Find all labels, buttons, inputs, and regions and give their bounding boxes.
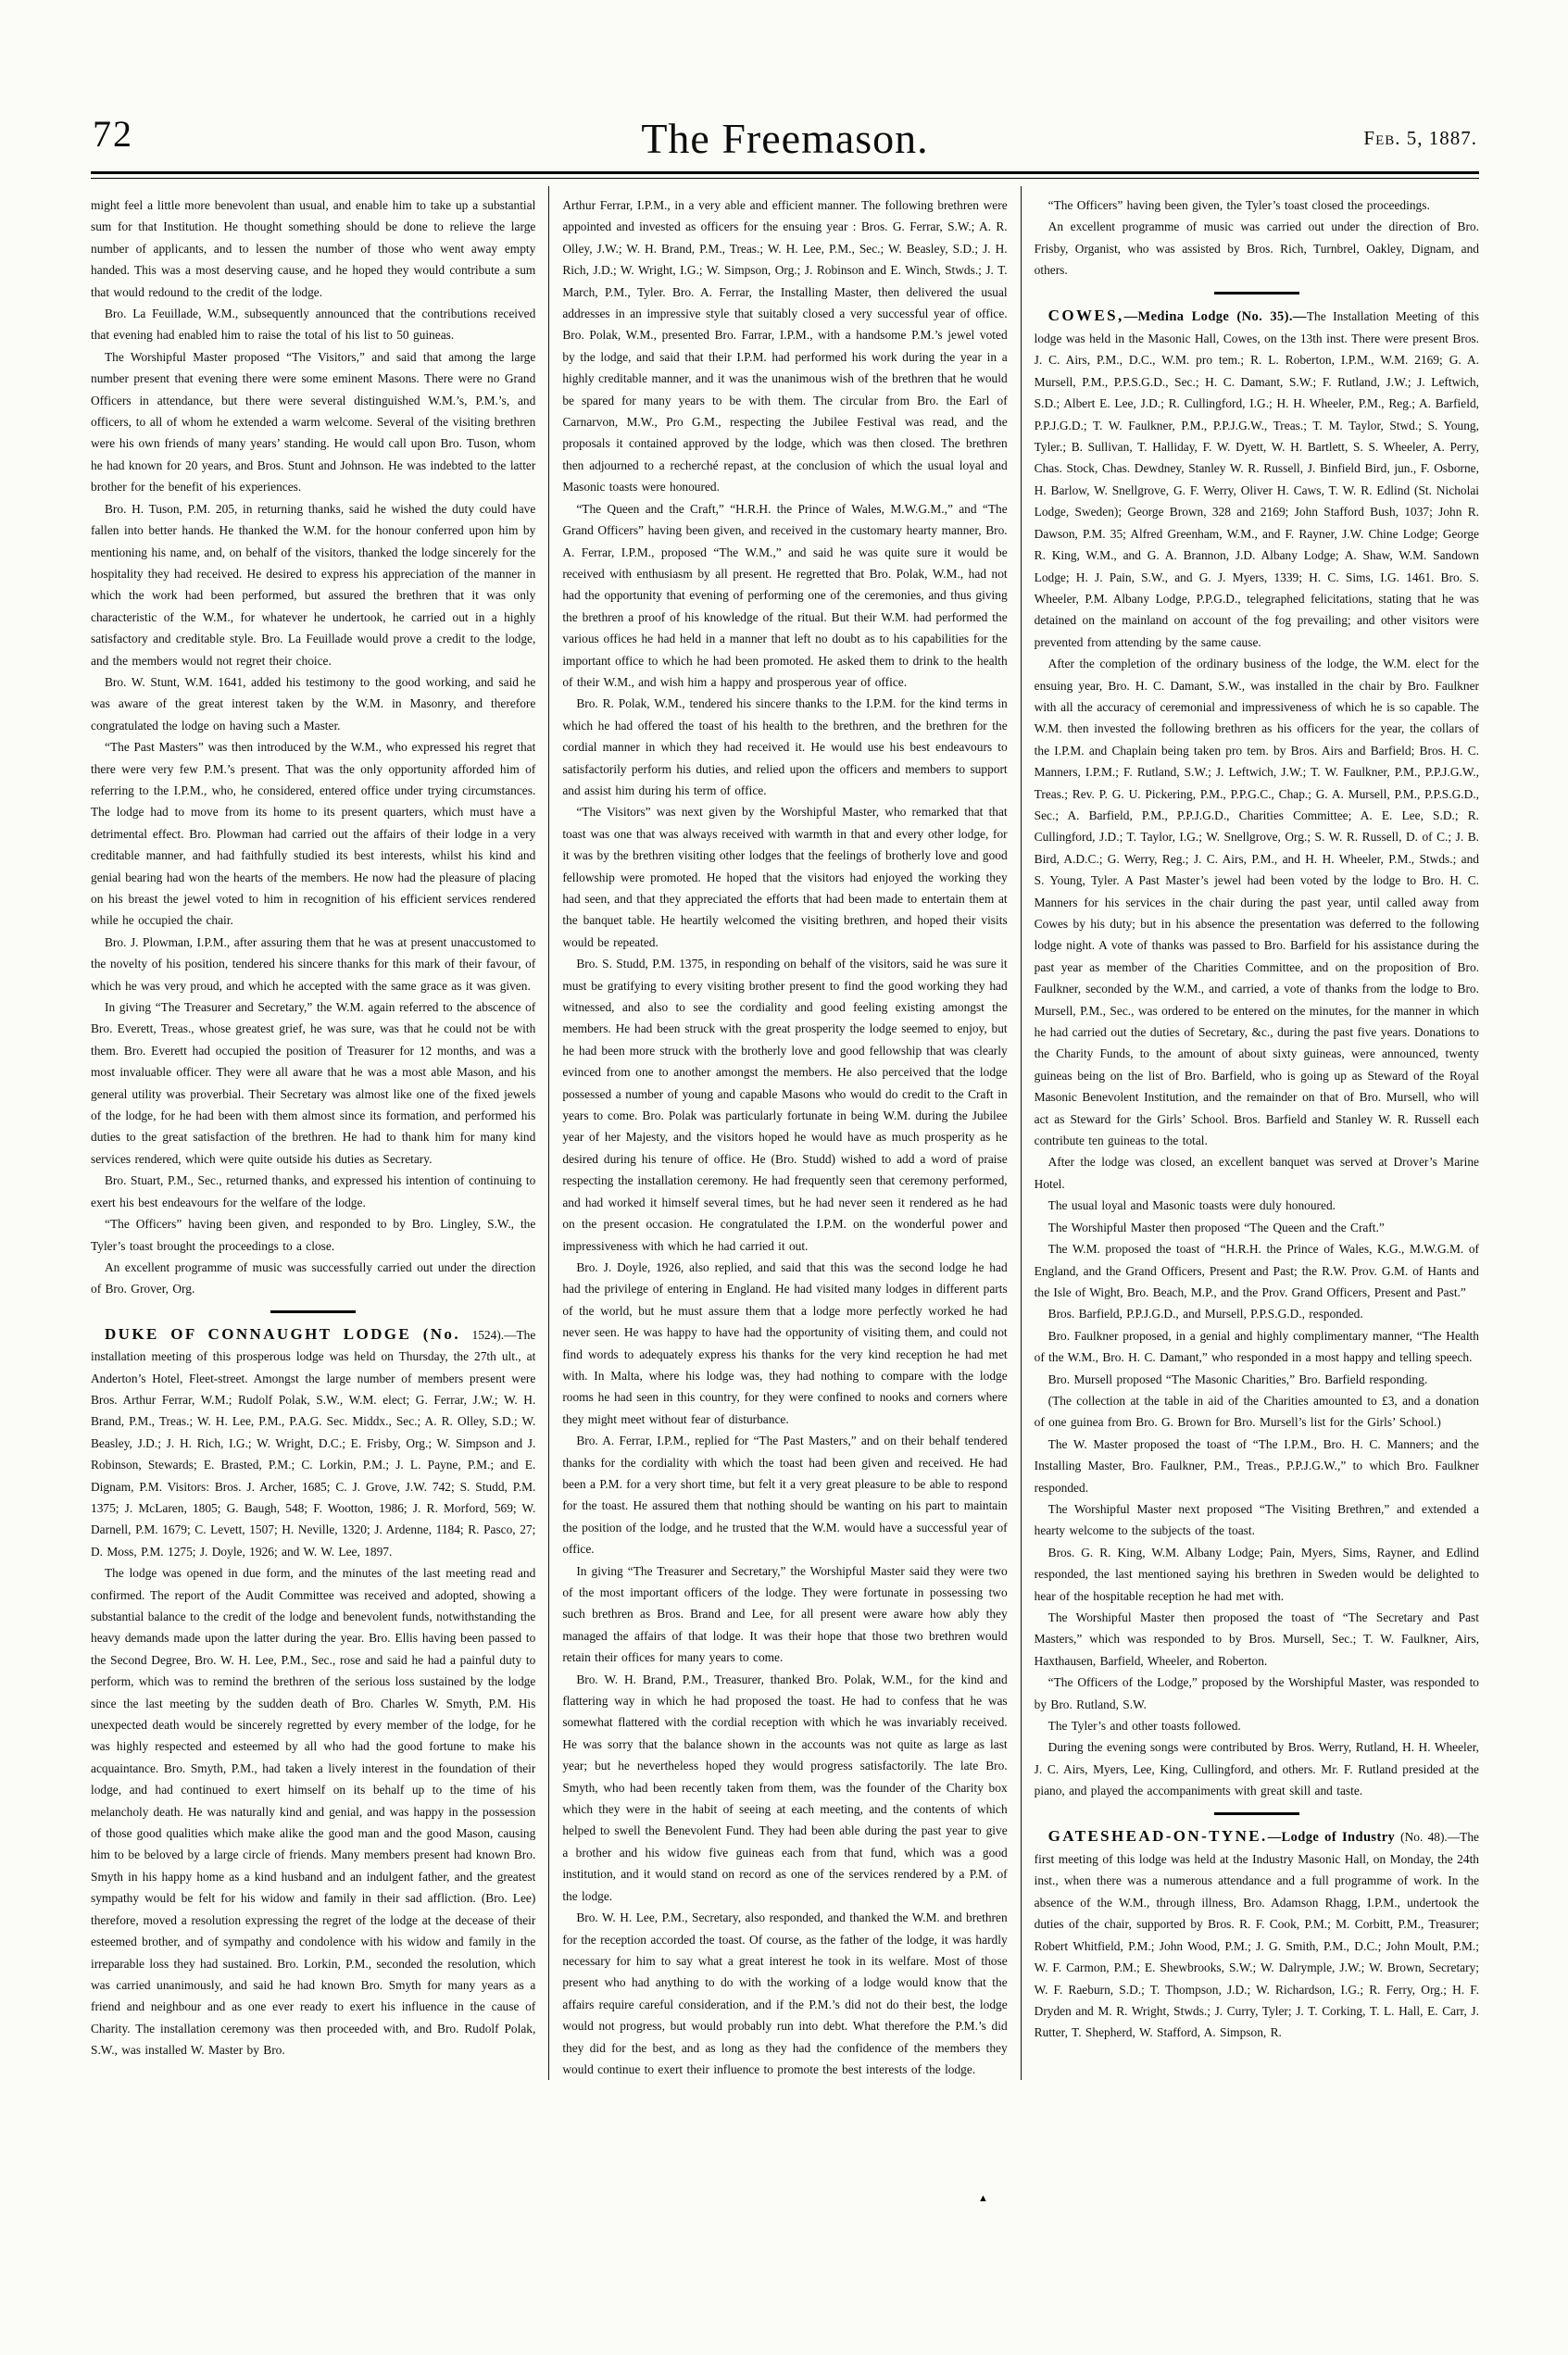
- paragraph: Bros. G. R. King, W.M. Albany Lodge; Pain, Myers, Sims, Rayner, and Edlind responded, the last mentioned saying his brethren in Sweden would be delighted to hear of the hospitable reception he had met with.: [1034, 1545, 1479, 1603]
- paragraph: The W. Master proposed the toast of “The I.P.M., Bro. H. C. Manners; and the Installing Master, Bro. Faulkner, P.M., Treas., P.P.J.G.W.,” to which Bro. Faulkner responded.: [1034, 1436, 1479, 1495]
- paragraph: The Tyler’s and other toasts followed.: [1047, 1719, 1241, 1734]
- paragraph: (The collection at the table in aid of the Charities amounted to £3, and a donation of one guinea from Bro. G. Brown for Bro. Mursell’s list for the Girls’ School.): [1034, 1393, 1479, 1430]
- article-heading: GATESHEAD-ON-TYNE.: [1047, 1826, 1268, 1845]
- paragraph: Bro. La Feuillade, W.M., subsequently announced that the contributions received that evening had enabled him to raise the total of his list to 50 guineas.: [91, 307, 536, 343]
- paragraph: “The Past Masters” was then introduced by the W.M., who expressed his regret that there were very few P.M.’s present. That was the only opportunity afforded him of referring to the I.P.M., who, he considered, entered office under trying circumstances. The lodge had to move from its home to its present quarters, which must have a detrimental effect. Bro. Plowman had carried out the affairs of their lodge in a very creditable manner, and had faithfully studied its best interests, whilst his kind and genial bearing had won the hearts of the members. He now had the pleasure of placing on his breast the jewel voted to him in recognition of his efficient services rendered while he occupied the chair.: [91, 740, 536, 928]
- section-divider-rule: [1214, 1812, 1299, 1815]
- paragraph: Bros. Barfield, P.P.J.G.D., and Mursell, P.P.S.G.D., responded.: [1047, 1307, 1363, 1322]
- paragraph: An excellent programme of music was successfully carried out under the direction of Bro. Grover, Org.: [91, 1259, 536, 1297]
- masthead: [91, 0, 1479, 163]
- paragraph: The Worshipful Master then proposed “The Queen and the Craft.”: [1047, 1220, 1385, 1234]
- paragraph: After the completion of the ordinary business of the lodge, the W.M. elect for the ensuing year, Bro. H. C. Damant, S.W., was installed in the chair by Bro. Faulkner with all the accuracy of ceremonial and impressiveness of which he is so capable. The W.M. then invested the following brethren as his officers for the year, the collars of the I.P.M. and Chaplain being taken pro tem. by Bros. Airs and Barfield; Bros. H. C. Manners, I.P.M.; F. Rutland, S.W.; J. Leftwich, J.W.; T. W. Faulkner, P.M., P.P.J.G.W., Treas.; Rev. P. G. U. Pickering, P.M., P.P.G.C., Chap.; G. A. Mursell, P.M., P.P.S.G.D., Sec.; A. Barfield, P.M., P.P.J.G.D., Charities Committee; A. E. Lee, S.D.; R. Cullingford, J.D.; T. Taylor, I.G.; W. Snellgrove, Org.; S. W. R. Russell, D. of C.; J. B. Bird, A.D.C.; G. Werry, Reg.; J. C. Airs, P.M., and H. H. Wheeler, P.M., Stwds.; and S. Young, Tyler. A Past Master’s jewel had been voted by the lodge to Bro. H. C. Manners for his services in the chair during the past year, until called away from Cowes by his duty; but in his absence the presentation was deferred to the following lodge night. A vote of thanks was passed to Bro. Barfield for his assistance during the past year as member of the Charities Committee, and on the proposition of Bro. Faulkner, seconded by the W.M., and carried, a vote of thanks from the lodge to Bro. Mursell, P.M., Sec., was ordered to be entered on the minutes, for the manner in which he had carried out the duties of Secretary, &c., during the past five years. Donations to the Charity Funds, to the amount of about sixty guineas, were announced, twenty guineas being on the list of Bro. Barfield, who is going up as Steward of the Royal Masonic Benevolent Institution, and the remainder on that of Bro. Mursell, who will act as Steward for the Girls’ School. Bros. Barfield and Stanley W. R. Russell each contribute ten guineas to the total.: [1034, 657, 1479, 1148]
- article-text: The Installation Meeting of this lodge was held in the Masonic Hall, Cowes, on the 13th inst. There were present Bros. J. C. Airs, P.M., D.C., W.M. pro tem.; R. L. Roberton, I.P.M., W.M. 2169; G. A. Mursell, P.M., P.P.S.G.D., Sec.; H. C. Damant, S.W.; F. Rutland, J.W.; J. Leftwich, S.D.; Albert E. Lee, J.D.; R. Cullingford, I.G.; H. H. Wheeler, P.M., Reg.; A. Barfield, P.P.J.G.D.; T. W. Faulkner, P.M., P.P.J.G.W., Treas.; T. M. Taylor, Stwd.; S. Young, Tyler.; B. Sullivan, T. Halliday, F. W. Dyett, W. H. Bartlett, S. S. Wheeler, A. Perry, Chas. Stock, Chas. Dewdney, Stanley W. R. Russell, J. Binfield Bird, jun., F. Osborne, H. Barlow, W. Snellgrove, G. F. Werry, Oliver H. Caws, T. W. R. Edlind (St. Nicholai Lodge, Sweden); George Brown, 328 and 2169; John Stafford Bush, 1037; John R. Dawson, P.M. 35; Alfred Greenham, W.M., and F. Rayner, J.W. Chine Lodge; George R. King, W.M., and G. A. Brannon, J.D. Albany Lodge; A. Shaw, W.M. Sandown Lodge; H. J. Pain, S.W., and G. J. Myers, 1339; H. C. Sims, I.G. 1461. Bro. S. Wheeler, P.M. Albany Lodge, P.P.G.D., telegraphed felicitations, stating that he was detained on the mainland on account of the fog prevailing; and other visitors were prevented from attending by the same cause.: [1034, 308, 1479, 649]
- masthead-title: The Freemason.: [641, 115, 929, 162]
- paragraph: The Worshipful Master next proposed “The Visiting Brethren,” and extended a hearty welcome to the subjects of the toast.: [1034, 1501, 1479, 1538]
- paragraph: In giving “The Treasurer and Secretary,” the W.M. again referred to the abscence of Bro. Everett, Treas., whose greatest grief, he was sure, was that he could not be with them. Bro. Everett had occupied the position of Treasurer for 12 months, and was a most invaluable officer. They were all aware that he was a most able Mason, and his general utility was proverbial. Their Secretary was almost like one of the fixed jewels of the lodge, for he had been with them almost since its formation, and performed his duties to the great satisfaction of the brethren. He had to thank him for many kind services rendered, which were quite outside his duties as Secretary.: [91, 1000, 536, 1166]
- column-right: [1021, 186, 1479, 2080]
- article-heading: DUKE OF CONNAUGHT LODGE (No.: [105, 1324, 472, 1343]
- paragraph: The W.M. proposed the toast of “H.R.H. the Prince of Wales, K.G., M.W.G.M. of England, and the Grand Officers, Present and Past; the R.W. Prov. G.M. of Hants and the Isle of Wight, Bro. Beach, M.P., and the Prov. Grand Officers, Present and Past.”: [1034, 1242, 1479, 1299]
- article-text: (No. 48).—The first meeting of this lodge was held at the Industry Masonic Hall, on Monday, the 24th inst., when there was a numerous attendance and a full programme of work. In the absence of the W.M., through illness, Bro. Adamson Rhagg, I.P.M., undertook the duties of the chair, supported by Bros. R. F. Cook, P.M.; M. Corbitt, P.M., Treasurer; Robert Whitfield, P.M.; John Wood, P.M.; J. G. Smith, P.M., D.C.; John Moult, P.M.; W. F. Carmon, P.M.; E. Shewbrooks, S.W.; W. Dalrymple, J.W.; W. Brown, Secretary; W. F. Raeburn, S.D.; T. Thompson, J.D.; W. Richardson, I.G.; R. Ferry, Org.; H. F. Dryden and M. R. Wright, Stwds.; J. Curry, Tyler; J. T. Corking, T. L. Hall, E. Carr, J. Rutter, T. Shepherd, W. Stafford, A. Simpson, R.: [1034, 1829, 1479, 2040]
- paragraph: Bro. J. Plowman, I.P.M., after assuring them that he was at present unaccustomed to the novelty of his position, tendered his sincere thanks for this mark of their favour, of which he was very proud, and which he accepted with the same grace as it was given.: [91, 934, 536, 993]
- paragraph: Arthur Ferrar, I.P.M., in a very able and efficient manner. The following brethren were appointed and invested as officers for the ensuing year : Bros. G. Ferrar, S.W.; A. R. Olley, J.W.; W. H. Brand, P.M., Treas.; W. H. Lee, P.M., Sec.; W. Beasley, S.D.; J. H. Rich, J.D.; W. Wright, I.G.; W. Simpson, Org.; J. Robinson and E. Winch, Stwds.; J. T. March, P.M., Tyler. Bro. A. Ferrar, the Installing Master, then delivered the usual addresses in an impressive style that suitably closed a very successful year of office. Bro. Polak, W.M., presented Bro. Farrar, I.P.M., with a handsome P.M.’s jewel voted by the lodge, and said that their I.P.M. had performed his work during the year in a highly creditable manner, and it was the unanimous wish of the brethren that he would be spared for many years to be with them. The circular from Bro. the Earl of Carnarvon, M.W., Pro G.M., respecting the Jubilee Festival was read, and the proposals it contained approved by the lodge, which was then closed. The brethren then adjourned to a recherché repast, at the conclusion of which the usual loyal and Masonic toasts were honoured.: [562, 198, 1008, 495]
- paragraph: The Worshipful Master then proposed the toast of “The Secretary and Past Masters,” which was responded to by Bros. Mursell, Sec.; T. W. Faulkner, Airs, Haxthausen, Barfield, Wheeler, and Roberton.: [1034, 1610, 1479, 1668]
- paragraph: Bro. W. H. Brand, P.M., Treasurer, thanked Bro. Polak, W.M., for the kind and flattering way in which he had proposed the toast. He had to confess that he was somewhat flattered with the cordial reception with which he was invariably received. He was sorry that the balance shown in the accounts was not quite as large as last year; but he nevertheless hoped they would progress satisfactorily. The late Bro. Smyth, who had been recently taken from them, was the founder of the Charity box which they were in the habit of seeing at each meeting, and the contents of which helped to swell the Benevolent Fund. They had been able during the past year to give a brother and his widow five guineas each from that fund, which was a good institution, and it would stand on record as one of the services rendered by a P.M. of the lodge.: [562, 1672, 1008, 1903]
- page-number: 72: [93, 113, 133, 155]
- rule-thin: [91, 178, 1479, 179]
- paragraph: The Worshipful Master proposed “The Visitors,” and said that among the large number present that evening there were some eminent Masons. There were no Grand Officers in attendance, but there were several distinguished W.M.’s, P.M.’s, and officers, to all of whom he extended a warm welcome. Several of the visiting brethren were his own friends of many years’ standing. He would call upon Bro. Tuson, whom he had known for 20 years, and Bros. Stunt and Johnson. He was indebted to the latter brother for the benefit of his experiences.: [91, 349, 536, 495]
- paragraph: “The Visitors” was next given by the Worshipful Master, who remarked that that toast was one that was always received with warmth in that and every other lodge, for it was by the brethren visiting other lodges that the feelings of brotherly love and good fellowship were promoted. He hoped that the visitors had enjoyed the working they had seen, and that they appreciated the efforts that had been made to entertain them at the banquet table. He heartily welcomed the visiting brethren, and hoped their visits would be repeated.: [562, 805, 1008, 949]
- masthead-rules: [91, 171, 1479, 179]
- column-container: [91, 186, 1479, 2080]
- paragraph: Bro. H. Tuson, P.M. 205, in returning thanks, said he wished the duty could have fallen into better hands. He thanked the W.M. for the honour conferred upon him by mentioning his name, and, on behalf of the visitors, thanked the lodge sincerely for the hospitality they had received. He desired to express his appreciation of the manner in which the work had been performed, but assured the brethren that it was only characteristic of the W.M., for whatever he undertook, he carried out in a highly satisfactory and creditable style. Bro. La Feuillade would prove a credit to the lodge, and the members would not regret their choice.: [91, 501, 536, 668]
- paragraph: Bro. W. H. Lee, P.M., Secretary, also responded, and thanked the W.M. and brethren for the reception accorded the toast. Of course, as the father of the lodge, it was hardly necessary for him to say what a great interest he took in its welfare. Most of those present who had anything to do with the working of a lodge would know that the affairs require careful consideration, and if the P.M.’s did not do their best, the lodge would not progress, but would probably run into debt. What therefore the P.M.’s did they did for the best, and as long as they had the confidence of the members they would continue to exert their influence to promote the best interests of the lodge.: [562, 1910, 1008, 2076]
- paragraph: An excellent programme of music was carried out under the direction of Bro. Frisby, Organist, who was assisted by Bros. Rich, Turnbrel, Oakley, Dignam, and others.: [1034, 219, 1479, 278]
- issue-date: Feb. 5, 1887.: [1363, 127, 1477, 149]
- paragraph: The lodge was opened in due form, and the minutes of the last meeting read and confirmed. The report of the Audit Committee was received and adopted, showing a substantial balance to the credit of the lodge and benevolent funds, notwithstanding the heavy demands made upon the latter during the year. Bro. Ellis having been passed to the Second Degree, Bro. W. H. Lee, P.M., Sec., rose and said he had a painful duty to perform, which was to remind the brethren of the serious loss sustained by the lodge since the last meeting by the sudden death of Bro. Charles W. Smyth, P.M. His unexpected death would be sincerely regretted by every member of the lodge, for he was highly respected and esteemed by all who had the good fortune to make his acquaintance. Bro. Smyth, P.M., had taken a lively interest in the foundation of their lodge, and had continued to exert himself on its behalf up to the time of his melancholy death. He was naturally kind and genial, and was happy in the possession of those good qualities which make alike the good man and the good Mason, causing him to be beloved by a large circle of friends. Many members present had known Bro. Smyth in his happy home as a kind husband and an indulgent father, and the greatest sympathy would be felt for his widow and family in their sad affliction. (Bro. Lee) therefore, moved a resolution expressing the regret of the lodge at the decease of their esteemed brother, and of sympathy and condolence with his widow and family in the irreparable loss they had sustained. Bro. Lorkin, P.M., seconded the resolution, which was carried unanimously, and said he had known Bro. Smyth for many years as a friend and neighbour and as one ever ready to exert his influence in the cause of Charity. The installation ceremony was then proceeded with, and Bro. Rudolf Polak, S.W., was installed W. Master by Bro.: [91, 1566, 536, 2058]
- rule-thick: [91, 171, 1479, 174]
- article-paragraph: [1035, 1825, 1479, 2044]
- article-text: 1524).—The installation meeting of this prosperous lodge was held on Thursday, the 27th ult., at Anderton’s Hotel, Fleet-street. Amongst the large number of members present were Bros. Arthur Ferrar, W.M.; Rudolf Polak, S.W., W.M. elect; G. Ferrar, J.W.; W. H. Brand, P.M., Treas.; W. H. Lee, P.M., P.A.G. Sec. Middx., Sec.; A. R. Olley, S.D.; W. Beasley, J.D.; J. H. Rich, I.G.; W. Wright, D.C.; E. Frisby, Org.; W. Simpson and J. Robinson, Stewards; E. Brasted, P.M.; C. Lorkin, P.M.; J. L. Payne, P.M.; and E. Dignam, P.M. Visitors: Bros. J. Archer, 1685; C. J. Grove, J.W. 742; S. Studd, P.M. 1375; J. McLaren, 1805; G. Baugh, 548; F. Wootton, 1986; J. R. Morford, 569; W. Darnell, P.M. 1679; C. Levett, 1507; H. Neville, 1320; J. Ardenne, 1184; R. Pasco, 27; D. Moss, P.M. 1275; J. Doyle, 1926; and W. W. Lee, 1897.: [91, 1327, 536, 1559]
- paragraph: Bro. Mursell proposed “The Masonic Charities,” Bro. Barfield responding.: [1047, 1372, 1428, 1386]
- paragraph: Bro. W. Stunt, W.M. 1641, added his testimony to the good working, and said he was aware of the great interest taken by the W.M. in Masonry, and therefore congratulated the lodge on having such a Master.: [91, 674, 536, 733]
- paragraph: “The Queen and the Craft,” “H.R.H. the Prince of Wales, M.W.G.M.,” and “The Grand Officers” having been given, and received in the customary hearty manner, Bro. A. Ferrar, I.P.M., proposed “The W.M.,” and said he was quite sure it would be received with enthusiasm by all present. He regretted that Bro. Polak, W.M., had not had the opportunity that evening of performing one of the ceremonies, and thus giving the brethren a proof of his knowledge of the ritual. But their W.M. had performed the various offices he had held in a manner that left no doubt as to his capabilities for the important office to which he had been promoted. He asked them to drink to the health of their W.M., and wish him a happy and prosperous year of office.: [562, 501, 1008, 689]
- article-heading: COWES,: [1047, 306, 1124, 324]
- article-paragraph: [1035, 305, 1479, 654]
- paragraph: “The Officers” having been given, and responded to by Bro. Lingley, S.W., the Tyler’s toast brought the proceedings to a close.: [91, 1217, 536, 1253]
- paragraph: The usual loyal and Masonic toasts were duly honoured.: [1047, 1198, 1336, 1213]
- paragraph: In giving “The Treasurer and Secretary,” the Worshipful Master said they were two of the most important officers of the lodge. They were fortunate in possessing two such brethren as Bros. Brand and Lee, for all present were aware how ably they managed the affairs of that lodge. It was their hope that those two brethren would retain their offices for many years to come.: [562, 1563, 1008, 1665]
- paragraph: “The Officers” having been given, the Tyler’s toast closed the proceedings.: [1047, 198, 1430, 212]
- paragraph: Bro. Faulkner proposed, in a genial and highly complimentary manner, “The Health of the W.M., Bro. H. C. Damant,” who responded in a most happy and telling speech.: [1034, 1328, 1479, 1365]
- paragraph: Bro. S. Studd, P.M. 1375, in responding on behalf of the visitors, said he was sure it must be gratifying to every visiting brother present to find the good working they had witnessed, and also to see the cordiality and good feeling existing amongst the members. He had been struck with the great prosperity the lodge seemed to enjoy, but he had been more struck with the brotherly love and good fellowship that was clearly evinced from one to another amongst the members. He also perceived that the lodge possessed a number of young and capable Masons who would do credit to the Craft in years to come. Bro. Polak was particularly fortunate in being W.M. during the Jubilee year of her Majesty, and the visitors hoped he would have as much prosperity as he desired during his tenure of office. He (Bro. Studd) wished to add a word of praise respecting the installation ceremony. He had frequently seen that ceremony performed, and had worked it himself several times, but he had never seen it rendered as he had on the present occasion. He congratulated the I.P.M. on the wonderful power and impressiveness with which he had carried it out.: [562, 957, 1008, 1253]
- paragraph: “The Officers of the Lodge,” proposed by the Worshipful Master, was responded to by Bro. Rutland, S.W.: [1034, 1675, 1479, 1711]
- paragraph: Bro. R. Polak, W.M., tendered his sincere thanks to the I.P.M. for the kind terms in which he had offered the toast of his health to the brethren, and the brethren for the cordial manner in which they had received it. He would use his best endeavours to satisfactorily perform his duties, and relied upon the officers and members to support and assist him during his term of office.: [562, 696, 1008, 797]
- section-divider-rule: [270, 1310, 356, 1313]
- column-left: [91, 186, 548, 2080]
- paragraph: After the lodge was closed, an excellent banquet was served at Drover’s Marine Hotel.: [1034, 1155, 1479, 1191]
- article-subheading: —Lodge of Industry: [1267, 1829, 1401, 1845]
- print-artifact-marker: ▲: [978, 2193, 988, 2204]
- paragraph: Bro. A. Ferrar, I.P.M., replied for “The Past Masters,” and on their behalf tendered thanks for the cordiality with which the toast had been given and received. He had been a P.M. for a very short time, but felt it a very great pleasure to be able to respond for the toast. He assured them that nothing should be wanting on his part to maintain the position of the lodge, and he trusted that the W.M. would have a successful year of office.: [562, 1434, 1008, 1557]
- paragraph: might feel a little more benevolent than usual, and enable him to take up a substantial sum for that Institution. He thought something should be done to relieve the large number of applicants, and to lessen the number of those who went away empty handed. This was a most deserving cause, and he hoped they would contribute a sum that would redound to the credit of the lodge.: [91, 198, 536, 299]
- paragraph: Bro. J. Doyle, 1926, also replied, and said that this was the second lodge he had had the privilege of entering in England. He had visited many lodges in different parts of the world, but he must assure them that a lodge more perfectly worked he had never seen. He was happy to have had the opportunity of visiting them, and could not find words to adequately express his thanks for the very kind reception he had met with. In Malta, where his lodge was, they had nothing to compare with the lodge rooms he had seen in this country, for they were confined to nooks and corners where they might meet without fear of disturbance.: [562, 1259, 1008, 1426]
- paragraph: Bro. Stuart, P.M., Sec., returned thanks, and expressed his intention of continuing to exert his best endeavours for the welfare of the lodge.: [91, 1173, 536, 1209]
- article-subheading: —Medina Lodge (No. 35).—: [1123, 308, 1307, 324]
- article-paragraph: [91, 1323, 535, 1562]
- section-divider-rule: [1214, 292, 1299, 294]
- column-center: [548, 186, 1020, 2080]
- paragraph: During the evening songs were contributed by Bros. Werry, Rutland, H. H. Wheeler, J. C. Airs, Myers, Lee, King, Cullingford, and others. Mr. F. Rutland presided at the piano, and played the accompaniments with great skill and taste.: [1034, 1740, 1479, 1798]
